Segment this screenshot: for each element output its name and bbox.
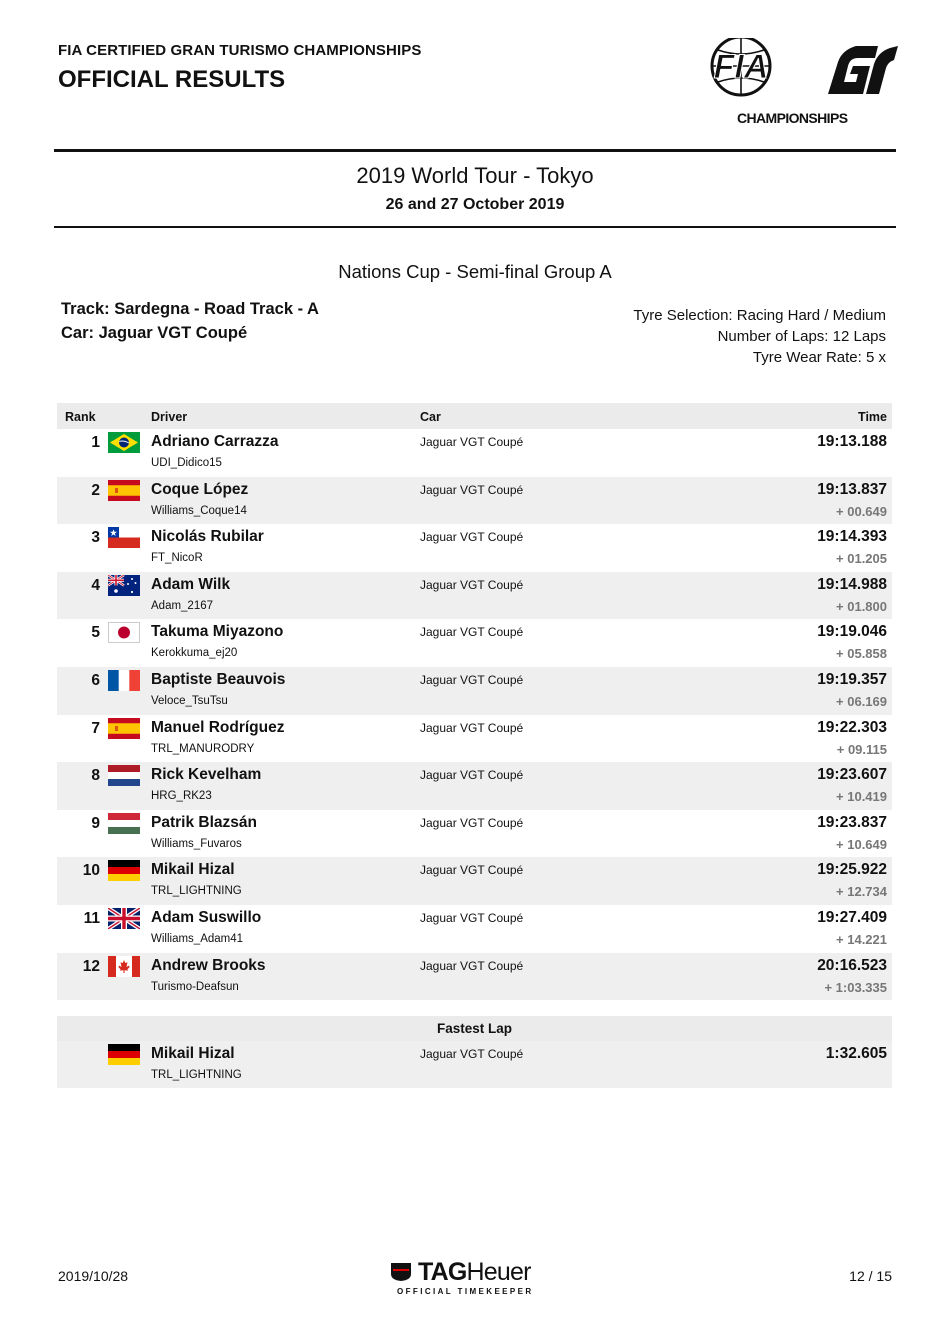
driver-name: Adriano Carrazza [151,433,279,450]
tag-heuer-shield-icon [390,1262,412,1282]
fastest-lap-car: Jaguar VGT Coupé [420,1047,524,1061]
tag-heuer-brand-bold: TAG [418,1258,467,1286]
header-divider [54,149,896,152]
race-time: 19:13.188 [817,433,887,450]
car-info: Car: Jaguar VGT Coupé [61,324,248,342]
driver-tag: Veloce_TsuTsu [151,694,228,707]
table-row [57,477,892,525]
driver-name: Takuma Miyazono [151,623,284,641]
time-gap: + 14.221 [836,931,887,947]
time-gap: + 1:03.335 [824,979,887,995]
race-time: 19:19.046 [817,623,887,641]
driver-name: Andrew Brooks [151,956,266,974]
time-gap: + 00.649 [836,503,887,519]
driver-name: Coque López [151,480,249,498]
driver-tag: TRL_LIGHTNING [151,885,242,898]
results-table [57,403,892,1000]
table-row [57,667,892,715]
time-gap: + 05.858 [836,646,887,662]
driver-name: Nicolás Rubilar [151,528,264,546]
rank-value: 1 [91,434,100,451]
rank-value: 2 [91,481,100,499]
results-rows [57,429,892,1000]
driver-tag: HRG_RK23 [151,790,212,803]
driver-tag: Williams_Fuvaros [151,837,242,850]
rank-value: 5 [91,624,100,642]
championships-logo-text: CHAMPIONSHIPS [737,110,848,126]
tyre-selection: Tyre Selection: Racing Hard / Medium [633,307,886,324]
car-name: Jaguar VGT Coupé [420,768,524,783]
germany-flag [108,860,140,881]
track-info: Track: Sardegna - Road Track - A [61,300,319,318]
rank-value: 8 [91,767,100,785]
driver-name: Rick Kevelham [151,766,262,784]
driver-name: Manuel Rodríguez [151,718,285,736]
time-gap: + 10.649 [836,836,887,852]
car-name: Jaguar VGT Coupé [420,910,524,925]
event-title: 2019 World Tour - Tokyo [356,163,594,188]
car-name: Jaguar VGT Coupé [420,530,524,545]
driver-tag: Williams_Coque14 [151,504,247,517]
rank-value: 10 [82,862,100,880]
event-divider [54,226,896,228]
table-row [57,905,892,953]
driver-name: Patrik Blazsán [151,813,257,831]
tag-heuer-brand-rest: Heuer [466,1258,531,1286]
brazil-flag [108,432,140,453]
rank-value: 11 [83,909,100,927]
driver-tag: UDI_Didico15 [151,457,222,469]
race-time: 19:19.357 [817,670,887,688]
driver-name: Adam Suswillo [151,908,262,926]
table-header [57,403,892,429]
race-time: 19:23.837 [817,813,887,831]
canada-flag [108,956,140,977]
germany-flag [108,1044,140,1065]
session-title: Nations Cup - Semi-final Group A [338,261,612,282]
japan-flag [108,622,140,643]
car-name: Jaguar VGT Coupé [420,577,524,592]
driver-tag: Turismo-Deafsun [151,980,239,993]
time-gap: + 10.419 [836,789,887,805]
time-header: Time [858,410,887,424]
table-row [57,715,892,763]
fastest-lap-driver-name: Mikail Hizal [151,1045,235,1062]
driver-tag: TRL_MANURODRY [151,742,255,755]
rank-header: Rank [65,410,96,424]
car-name: Jaguar VGT Coupé [420,435,524,449]
car-name: Jaguar VGT Coupé [420,815,524,830]
race-time: 19:13.837 [817,480,887,498]
netherlands-flag [108,765,140,786]
report-subtitle: FIA CERTIFIED GRAN TURISMO CHAMPIONSHIPS [58,42,422,59]
rank-value: 12 [82,957,100,975]
time-gap: + 01.800 [836,598,887,614]
tyre-wear-rate: Tyre Wear Rate: 5 x [752,349,886,366]
table-row [57,762,892,810]
rank-value: 6 [91,671,100,689]
uk-flag [108,908,140,929]
rank-value: 4 [91,576,100,594]
race-time: 19:14.393 [817,528,887,546]
car-header: Car [420,410,441,424]
rank-value: 7 [91,719,100,737]
car-name: Jaguar VGT Coupé [420,720,524,735]
page-number: 12 / 15 [849,1268,892,1284]
race-time: 19:14.988 [817,575,887,593]
table-row [57,572,892,620]
rank-value: 9 [91,814,100,832]
car-name: Jaguar VGT Coupé [420,863,524,878]
driver-tag: Kerokkuma_ej20 [151,647,238,660]
hungary-flag [108,813,140,834]
race-time: 20:16.523 [817,956,887,974]
table-row [57,857,892,905]
france-flag [108,670,140,691]
event-date: 26 and 27 October 2019 [385,196,565,213]
driver-name: Adam Wilk [151,575,231,593]
driver-tag: Williams_Adam41 [151,932,244,945]
driver-header: Driver [151,410,188,424]
report-title: OFFICIAL RESULTS [58,66,286,93]
table-row [57,810,892,858]
driver-tag: FT_NicoR [151,552,203,565]
chile-flag [108,527,140,548]
driver-name: Baptiste Beauvois [151,670,286,688]
race-time: 19:27.409 [817,908,887,926]
spain-flag [108,718,140,739]
driver-tag: Adam_2167 [151,599,214,612]
fastest-lap-time: 1:32.605 [825,1045,887,1062]
footer-date: 2019/10/28 [58,1268,129,1284]
time-gap: + 01.205 [836,551,887,567]
fastest-lap-driver-tag: TRL_LIGHTNING [151,1069,242,1081]
time-gap: + 12.734 [836,884,887,900]
fia-logo-text: FIA [713,48,769,86]
official-timekeeper: OFFICIAL TIMEKEEPER [397,1287,534,1296]
fastest-lap-row [57,1041,892,1088]
table-row [57,953,892,1001]
spain-flag [108,480,140,501]
car-name: Jaguar VGT Coupé [420,625,524,640]
car-name: Jaguar VGT Coupé [420,482,524,497]
car-name: Jaguar VGT Coupé [420,958,524,973]
table-row [57,524,892,572]
table-row [57,619,892,667]
fastest-lap-section [57,1016,892,1088]
time-gap: + 09.115 [836,741,887,757]
gt-logo [828,46,898,94]
car-name: Jaguar VGT Coupé [420,672,524,687]
driver-name: Mikail Hizal [151,861,235,879]
fia-logo [712,38,770,95]
time-gap: + 06.169 [836,693,887,709]
race-time: 19:22.303 [817,718,887,736]
table-row [57,429,892,477]
australia-flag [108,575,140,596]
rank-value: 3 [91,529,100,547]
race-time: 19:25.922 [817,861,887,879]
race-time: 19:23.607 [817,766,887,784]
fastest-lap-title: Fastest Lap [57,1016,892,1041]
tag-heuer-brand [418,1258,531,1287]
number-of-laps: Number of Laps: 12 Laps [717,328,886,345]
